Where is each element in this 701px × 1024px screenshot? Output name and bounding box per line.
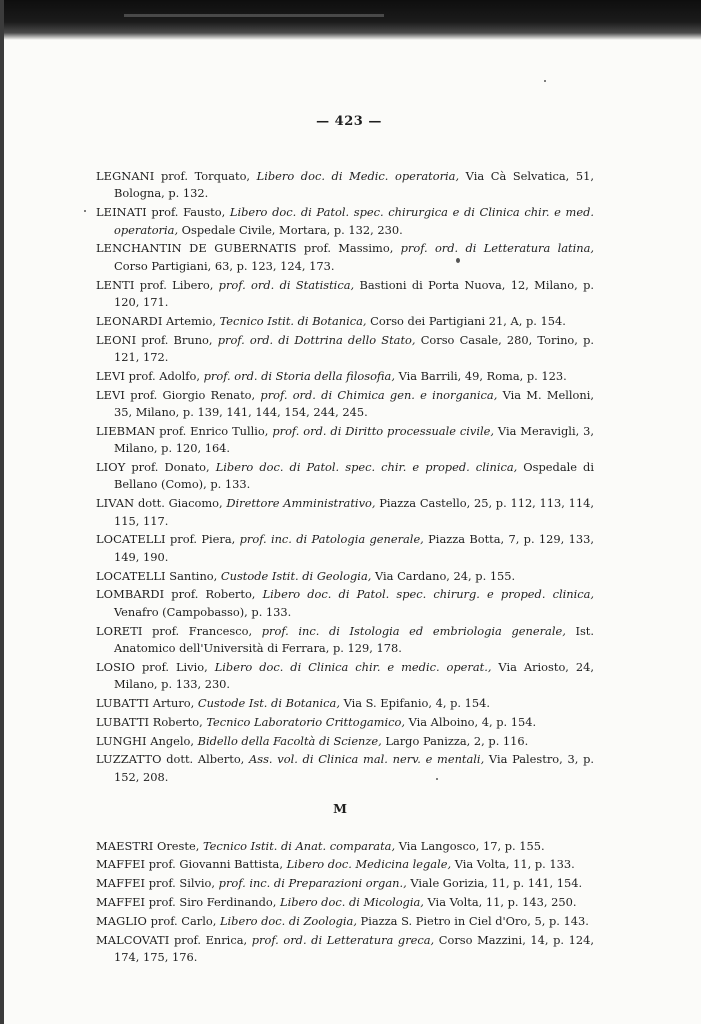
index-entry (96, 838, 594, 855)
entry-role: Bidello della Facoltà di Scienze, (197, 733, 382, 748)
entry-role: prof. ord. di Dottrina dello Stato, (217, 332, 416, 347)
entry-title-firstname: prof. Enrico Tullio, (155, 423, 273, 438)
entry-role: Libero doc. Medicina legale, (286, 857, 452, 872)
scan-speck (436, 778, 438, 780)
entry-title-firstname: prof. Carlo, (147, 913, 220, 928)
entry-title-firstname: Roberto, (149, 714, 207, 729)
entry-role: prof. ord. di Diritto processuale civile, (272, 423, 494, 438)
entry-title-firstname: dott. Alberto, (161, 752, 250, 767)
entry-address-pages: Viale Gorizia, 11, p. 141, 154. (406, 876, 583, 891)
entry-name: LOCATELLI (96, 568, 166, 583)
entry-role: prof. inc. di Patologia generale, (239, 532, 424, 547)
index-entry (96, 659, 594, 694)
entry-address-pages: Via Volta, 11, p. 133. (451, 857, 575, 872)
page-number: — 423 — (316, 114, 382, 129)
index-entry (96, 313, 594, 330)
index-entry (96, 495, 594, 530)
entry-address-pages: Via S. Epifanio, 4, p. 154. (339, 696, 491, 711)
entry-role: Ass. vol. di Clinica mal. nerv. e mentali, (249, 752, 485, 767)
entry-role: prof. ord. di Storia della filosofia, (203, 368, 395, 383)
entry-title-firstname: prof. Massimo, (296, 241, 401, 256)
entry-title-firstname: prof. Libero, (134, 277, 219, 292)
index-entry (96, 387, 594, 422)
entry-title-firstname: Santino, (165, 568, 221, 583)
index-entry (96, 913, 594, 930)
index-entry (96, 856, 594, 873)
index-entry (96, 894, 594, 911)
entry-name: LEVI (96, 368, 126, 383)
entry-role: Libero doc. di Clinica chir. e medic. operat., (214, 659, 492, 674)
entry-address-pages: Via Meravigli, 3, Milano, p. 120, 164. (114, 423, 594, 456)
entry-address-pages: Ospedale Civile, Mortara, p. 132, 230. (178, 222, 403, 237)
entry-name: LEONI (96, 332, 137, 347)
entry-name: LEVI (96, 387, 126, 402)
entry-title-firstname: Angelo, (146, 733, 198, 748)
index-entry (96, 875, 594, 892)
section-heading-m: M (333, 801, 347, 817)
entry-role: Libero doc. di Patol. spec. chir. e proped. clinica, (215, 460, 518, 475)
entry-title-firstname: dott. Giacomo, (134, 496, 227, 511)
scan-speck (544, 80, 546, 82)
entry-title-firstname: prof. Giovanni Battista, (145, 857, 287, 872)
entry-role: prof. inc. di Preparazioni organ., (218, 876, 407, 891)
entry-address-pages: Corso Casale, 280, Torino, p. 121, 172. (114, 332, 594, 365)
scan-edge-shadow (4, 0, 701, 40)
index-entry (96, 332, 594, 367)
index-entry (96, 751, 594, 786)
entry-title-firstname: prof. Torquato, (154, 169, 257, 183)
entry-name: MAFFEI (96, 876, 146, 891)
entry-name: LIVAN (96, 496, 135, 511)
entry-role: Tecnico Laboratorio Crittogamico, (206, 714, 405, 729)
entry-address-pages: Piazza Botta, 7, p. 129, 133, 149, 190. (114, 532, 594, 564)
index-entry (96, 714, 594, 731)
entry-address-pages: Corso dei Partigiani 21, A, p. 154. (366, 313, 566, 328)
entry-name: LUBATTI (96, 696, 150, 711)
index-entry (96, 531, 594, 566)
entry-name: LEGNANI (96, 169, 155, 183)
entry-title-firstname: Artemio, (162, 313, 220, 328)
entry-name: LUNGHI (96, 733, 147, 748)
entry-title-firstname: prof. Livio, (135, 659, 215, 674)
entry-role: Custode Ist. di Botanica, (197, 696, 340, 711)
entry-address-pages: Corso Partigiani, 63, p. 123, 124, 173. (114, 258, 335, 273)
index-entry (96, 423, 594, 458)
entry-role: Libero doc. di Zoologia, (219, 913, 357, 928)
index-entry (96, 733, 594, 750)
index-entry (96, 368, 594, 385)
entry-name: LOCATELLI (96, 532, 166, 547)
entry-address-pages: Venafro (Campobasso), p. 133. (114, 604, 292, 619)
entry-name: LIOY (96, 460, 126, 475)
entry-title-firstname: prof. Roberto, (164, 587, 263, 602)
entry-name: LIEBMAN (96, 423, 156, 438)
entry-role: Direttore Amministrativo, (226, 496, 376, 511)
entry-role: Custode Istit. di Geologia, (220, 568, 372, 583)
entry-address-pages: Piazza Castello, 25, p. 112, 113, 114, 115, 117. (114, 496, 594, 528)
entry-title-firstname: prof. Piera, (165, 532, 240, 547)
index-entry (96, 568, 594, 585)
index-entry (96, 204, 594, 239)
entry-address-pages: Ist. Anatomico dell'Università di Ferrara, p. 129, 178. (114, 623, 594, 656)
entry-title-firstname: prof. Silvio, (145, 876, 219, 891)
entry-name: MAFFEI (96, 857, 146, 872)
scan-speck (456, 258, 460, 263)
entry-address-pages: Via Palestro, 3, p. 152, 208. (114, 752, 594, 784)
scan-streak (124, 14, 384, 17)
entry-address-pages: Via Langosco, 17, p. 155. (395, 838, 545, 853)
entry-title-firstname: prof. Fausto, (146, 205, 230, 220)
entry-name: MALCOVATI (96, 932, 170, 947)
index-section-l (96, 168, 594, 786)
scan-speck (84, 210, 86, 212)
index-entry (96, 623, 594, 658)
entry-role: prof. ord. di Statistica, (218, 277, 355, 292)
entry-address-pages: Via Ariosto, 24, Milano, p. 133, 230. (114, 659, 594, 692)
entry-role: Tecnico Istit. di Botanica, (219, 313, 367, 328)
entry-address-pages: Corso Mazzini, 14, p. 124, 174, 175, 176. (114, 932, 595, 965)
entry-name: MAESTRI (96, 838, 154, 853)
entry-address-pages: Ospedale di Bellano (Como), p. 133. (114, 460, 594, 492)
entry-role: Libero doc. di Patol. spec. chirurg. e proped. clinica, (262, 587, 595, 602)
index-entry (96, 695, 594, 712)
entry-address-pages: Via Volta, 11, p. 143, 250. (423, 895, 577, 910)
entry-title-firstname: prof. Francesco, (142, 623, 262, 638)
entry-title-firstname: Arturo, (149, 696, 198, 711)
entry-address-pages: Via Cardano, 24, p. 155. (371, 568, 516, 583)
entry-name: LENTI (96, 277, 135, 292)
entry-role: Libero doc. di Medic. operatoria, (256, 169, 460, 183)
entry-title-firstname: prof. Donato, (125, 460, 216, 475)
entry-name: LOMBARDI (96, 587, 165, 602)
entry-title-firstname: prof. Siro Ferdinando, (145, 895, 281, 910)
entry-name: LOSIO (96, 659, 136, 674)
entry-address-pages: Via Barrili, 49, Roma, p. 123. (394, 368, 567, 383)
entry-address-pages: Via M. Melloni, 35, Milano, p. 139, 141, 144, 154, 244, 245. (114, 387, 594, 420)
entry-title-firstname: prof. Adolfo, (125, 368, 204, 383)
entry-address-pages: Largo Panizza, 2, p. 116. (381, 733, 529, 748)
entry-name: LUBATTI (96, 714, 150, 729)
index-entry (96, 932, 594, 967)
entry-title-firstname: prof. Giorgio Renato, (125, 387, 261, 402)
index-entry (96, 168, 594, 203)
index-entry (96, 240, 594, 275)
entry-role: Libero doc. di Patol. spec. chirurgica e di Clinica chir. e med. operatoria, (114, 205, 595, 237)
entry-role: prof. inc. di Istologia ed embriologia generale, (261, 623, 566, 638)
entry-role: prof. ord. di Letteratura greca, (251, 932, 435, 947)
entry-role: prof. ord. di Chimica gen. e inorganica, (260, 387, 498, 402)
entry-address-pages: Via Cà Selvatica, 51, Bologna, p. 132. (114, 169, 594, 201)
entry-title-firstname: prof. Enrica, (169, 932, 252, 947)
index-entry (96, 586, 594, 621)
index-entry (96, 277, 594, 312)
entry-role: Libero doc. di Micologia, (280, 895, 424, 910)
entry-name: LUZZATTO (96, 752, 162, 767)
entry-title-firstname: prof. Bruno, (136, 332, 218, 347)
entry-address-pages: Piazza S. Pietro in Ciel d'Oro, 5, p. 143. (356, 913, 589, 928)
entry-title-firstname: Oreste, (153, 838, 203, 853)
entry-address-pages: Via Alboino, 4, p. 154. (404, 714, 537, 729)
index-content (96, 168, 594, 968)
entry-role: prof. ord. di Letteratura latina, (400, 241, 594, 256)
entry-name: LORETI (96, 623, 143, 638)
index-section-m (96, 838, 594, 967)
entry-address-pages: Bastioni di Porta Nuova, 12, Milano, p. 120, 171. (114, 277, 594, 310)
entry-name: MAFFEI (96, 895, 146, 910)
entry-name: LEONARDI (96, 313, 163, 328)
entry-name: MAGLIO (96, 913, 147, 928)
entry-role: Tecnico Istit. di Anat. comparata, (202, 838, 396, 853)
entry-name: LEINATI (96, 205, 147, 220)
index-entry (96, 459, 594, 494)
entry-name: LENCHANTIN DE GUBERNATIS (96, 241, 297, 256)
